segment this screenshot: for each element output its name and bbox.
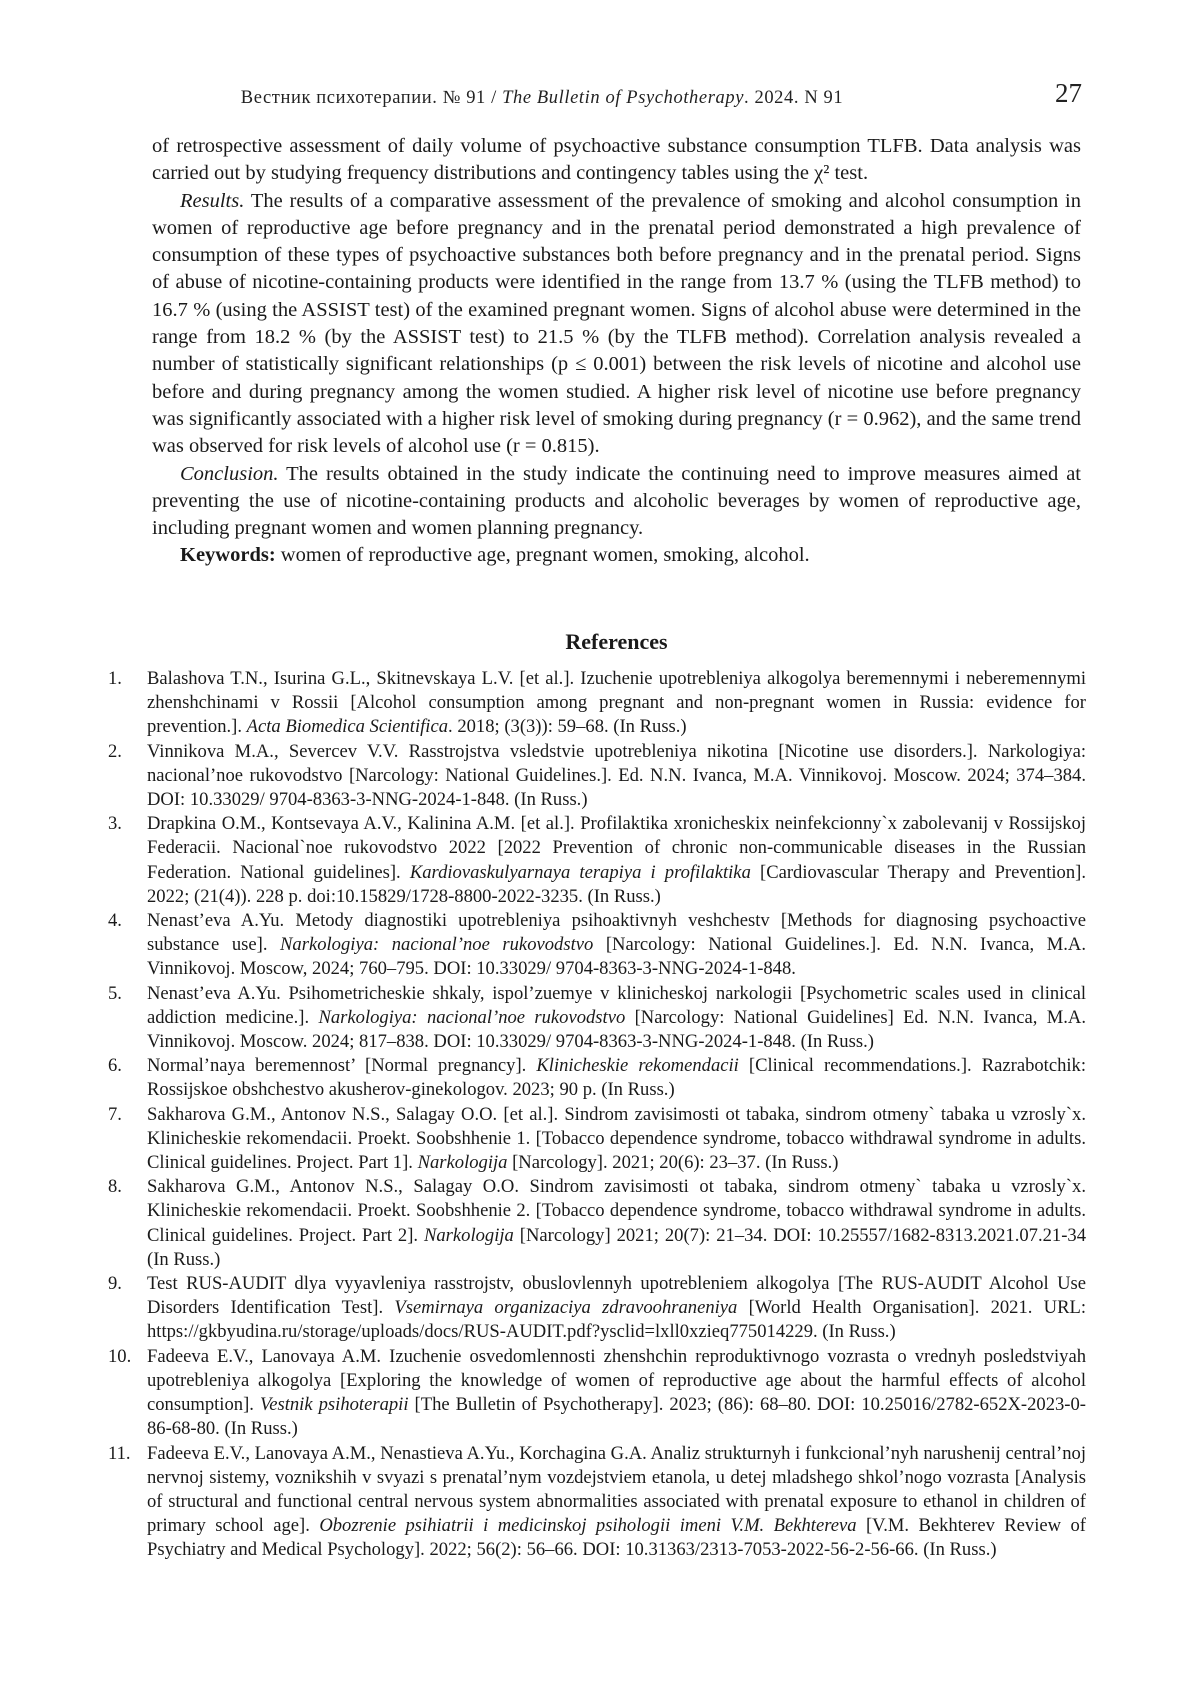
reference-text: Fadeeva E.V., Lanovaya A.M. Izuchenie osvedomlennosti zhenshchin reproduktivnogo vozrasta o vrednyh posledstviyah upotrebleniya alkogolya [Exploring the knowledge of women of reproductive age about the harmful effects of alcohol consumption]. (147, 1345, 1086, 1416)
reference-number: 1. (108, 668, 122, 689)
reference-details: [Cardiovascular Therapy and Prevention]. 2022; (21(4)). 228 p. doi:10.15829/1728-8800-2022-3235. (In Russ.) (147, 861, 1086, 907)
page-number: 27 (1055, 78, 1082, 108)
abstract-methods-tail: of retrospective assessment of daily volume of psychoactive substance consumption TLFB. Data analysis was carried out by studying frequency distributions and contingency tables using the χ² test. (152, 135, 1081, 185)
reference-details: [World Health Organisation]. 2021. URL: https://gkbyudina.ru/storage/uploads/docs/RUS-AUDIT.pdf?ysclid=lxll0xzieq775014229. (In Russ.) (147, 1297, 1086, 1343)
reference-text: Sakharova G.M., Antonov N.S., Salagay O.O. [et al.]. Sindrom zavisimosti ot tabaka, sindrom otmeny` tabaka u vzrosly`x. Klinicheskie rekomendacii. Proekt. Soobshhenie 1. [Tobacco dependence syndrome, tobacco withdrawal syndrome in adults. Clinical guidelines. Project. Part 1]. (147, 1103, 1086, 1174)
reference-number: 11. (108, 1442, 131, 1464)
reference-source: Narkologiya: nacional’noe rukovodstvo (280, 934, 594, 956)
reference-number: 9. (108, 1273, 122, 1295)
running-header (152, 78, 1082, 118)
abstract-conclusion (152, 461, 1081, 543)
conclusion-text: The results obtained in the study indicate the continuing need to improve measures aimed at preventing the use of nicotine-containing products and alcoholic beverages by women of reproductive age, including pregnant women and women planning pregnancy. (152, 462, 1081, 540)
reference-details: [Narcology] 2021; 20(7): 21–34. DOI: 10.25557/1682-8313.2021.07.21-34 (In Russ.) (147, 1224, 1086, 1270)
reference-text: Sakharova G.M., Antonov N.S., Salagay O.O. Sindrom zavisimosti ot tabaka, sindrom otmeny` tabaka u vzrosly`x. Klinicheskie rekomendacii. Proekt. Soobshhenie 2. [Tobacco dependence syndrome, tobacco withdrawal syndrome in adults. Clinical guidelines. Project. Part 2]. (147, 1176, 1086, 1246)
reference-item (108, 1345, 1086, 1442)
reference-source: Obozrenie psihiatrii i medicinskoj psihologii imeni V.M. Bekhtereva (319, 1515, 857, 1537)
reference-details: [V.M. Bekhterev Review of Psychiatry and Medical Psychology]. 2022; 56(2): 56–66. DOI: 10.31363/2313-7053-2022-56-2-56-66. (In Russ.) (147, 1515, 1086, 1561)
reference-number: 8. (108, 1176, 122, 1198)
journal-title (152, 88, 932, 109)
reference-details: [Narcology]. 2021; 20(6): 23–37. (In Russ.) (507, 1152, 839, 1174)
reference-source: Vsemirnaya organizaciya zdravoohraneniya (394, 1297, 738, 1319)
reference-item (108, 909, 1086, 982)
reference-number: 5. (108, 982, 122, 1004)
reference-details: [Narcology: National Guidelines.]. Ed. N.N. Ivanca, M.A. Vinnikovoj. Moscow, 2024; 760–795. DOI: 10.33029/ 9704-8363-3-NNG-2024-1-848. (147, 934, 1087, 980)
reference-source: Narkologija (423, 1224, 514, 1246)
reference-details: [The Bulletin of Psychotherapy]. 2023; (86): 68–80. DOI: 10.25016/2782-652X-2023-0-86-68-80. (In Russ.) (147, 1394, 1086, 1440)
results-label: Results. (180, 189, 245, 212)
reference-number: 2. (108, 740, 122, 762)
keywords-label: Keywords: (180, 544, 276, 567)
keywords-text: women of reproductive age, pregnant women, smoking, alcohol. (275, 544, 810, 567)
conclusion-label: Conclusion. (180, 462, 279, 485)
reference-text: Vinnikova M.A., Severcev V.V. Rasstrojstva vsledstvie upotrebleniya nikotina [Nicotine use disorders.]. Narkologiya: nacional’noe rukovodstvo [Narcology: National Guidelines.]. Ed. N.N. Ivanca, M.A. Vinnikovoj. Moscow. 2024; 374–384. DOI: 10.33029/ 9704-8363-3-NNG-2024-1-848. (In Russ.) (147, 740, 1086, 811)
reference-text: Nenast’eva A.Yu. Psihometricheskie shkaly, ispol’zuemye v klinicheskoj narkologii [Psychometric scales used in clinical addiction medicine.]. (147, 982, 1086, 1028)
reference-item (108, 1175, 1086, 1272)
journal-title-en: The Bulletin of Psychotherapy (502, 88, 745, 108)
reference-item (108, 1272, 1086, 1345)
reference-item (108, 1054, 1086, 1102)
reference-details: . 2018; (3(3)): 59–68. (In Russ.) (448, 716, 687, 738)
reference-number: 6. (108, 1055, 122, 1077)
reference-item (108, 740, 1086, 813)
reference-source: Acta Biomedica Scientifica (246, 716, 449, 738)
reference-text: Test RUS-AUDIT dlya vyyavleniya rasstrojstv, obuslovlennyh upotrebleniem alkogolya [The RUS-AUDIT Alcohol Use Disorders Identification Test]. (147, 1273, 1086, 1319)
reference-source: Kardiovaskulyarnaya terapiya i profilaktika (409, 861, 751, 883)
reference-details: [Clinical recommendations.]. Razrabotchik: Rossijskoe obshchestvo akusherov-ginekologov. 2023; 90 p. (In Russ.) (147, 1055, 1087, 1101)
reference-text: Normal’naya beremennost’ [Normal pregnancy]. (147, 1055, 537, 1077)
reference-item (108, 982, 1086, 1055)
abstract-keywords (152, 542, 1081, 569)
journal-title-ru: Вестник психотерапии. № 91 (240, 88, 486, 108)
abstract-results (152, 188, 1081, 461)
reference-text: Fadeeva E.V., Lanovaya A.M., Nenastieva A.Yu., Korchagina G.A. Analiz strukturnyh i funkcional’nyh narushenij central’noj nervnoj sistemy, voznikshih v svyazi s prenatal’nym vozdejstviem etanola, u detej mladshego shkol’nogo vozrasta [Analysis of structural and functional central nervous system abnormalities associated with prenatal exposure to ethanol in children of primary school age]. (147, 1442, 1086, 1537)
reference-text: Nenast’eva A.Yu. Metody diagnostiki upotrebleniya psihoaktivnyh veshchestv [Methods for diagnosing psychoactive substance use]. (147, 910, 1086, 956)
reference-item (108, 1442, 1086, 1563)
reference-number: 7. (108, 1103, 122, 1125)
reference-text: Balashova T.N., Isurina G.L., Skitnevskaya L.V. [et al.]. Izuchenie upotrebleniya alkogolya beremennymi i neberemennymi zhenshchinami v Rossii [Alcohol consumption among pregnant and non-pregnant women in Russia: evidence for prevention.]. (147, 668, 1086, 738)
reference-text: Drapkina O.M., Kontsevaya A.V., Kalinina A.M. [et al.]. Profilaktika xronicheskix neinfekcionny`x zabolevanij v Rossijskoj Federacii. Nacional`noe rukovodstvo 2022 [2022 Prevention of chronic non-communicable diseases in the Russian Federation. National guidelines]. (147, 813, 1086, 883)
reference-item (108, 1103, 1086, 1176)
header-separator: / (491, 88, 497, 108)
reference-source: Narkologija (417, 1152, 508, 1174)
results-text: The results of a comparative assessment of the prevalence of smoking and alcohol consumption in women of reproductive age before pregnancy and in the prenatal period demonstrated a high prevalence of consumption of these types of psychoactive substances both before pregnancy and in the prenatal period. Signs of abuse of nicotine-containing products were identified in the range from 13.7 % (using the TLFB method) to 16.7 % (using the ASSIST test) of the examined pregnant women. Signs of alcohol abuse were determined in the range from 18.2 % (by the ASSIST test) to 21.5 % (by the TLFB method). Correlation analysis revealed a number of statistically significant relationships (p ≤ 0.001) between the risk levels of nicotine and alcohol use before and during pregnancy among the women studied. A higher risk level of nicotine use before pregnancy was significantly associated with a higher risk level of smoking during pregnancy (r = 0.962), and the same trend was observed for risk levels of alcohol use (r = 0.815). (152, 189, 1081, 458)
reference-number: 10. (108, 1345, 132, 1367)
references-heading: References (565, 629, 668, 654)
reference-source: Narkologiya: nacional’noe rukovodstvo (318, 1006, 626, 1028)
reference-number: 3. (108, 813, 122, 835)
reference-details: [Narcology: National Guidelines] Ed. N.N. Ivanca, M.A. Vinnikovoj. Moscow. 2024; 817–838. DOI: 10.33029/ 9704-8363-3-NNG-2024-1-848. (In Russ.) (147, 1006, 1086, 1053)
abstract-body (152, 133, 1081, 570)
reference-item (108, 812, 1086, 909)
reference-number: 4. (108, 910, 122, 932)
reference-source: Vestnik psihoterapii (259, 1394, 409, 1416)
reference-item (108, 667, 1086, 740)
reference-source: Klinicheskie rekomendacii (536, 1055, 739, 1077)
header-year-issue: . 2024. N 91 (744, 88, 844, 108)
reference-list (108, 667, 1086, 1563)
